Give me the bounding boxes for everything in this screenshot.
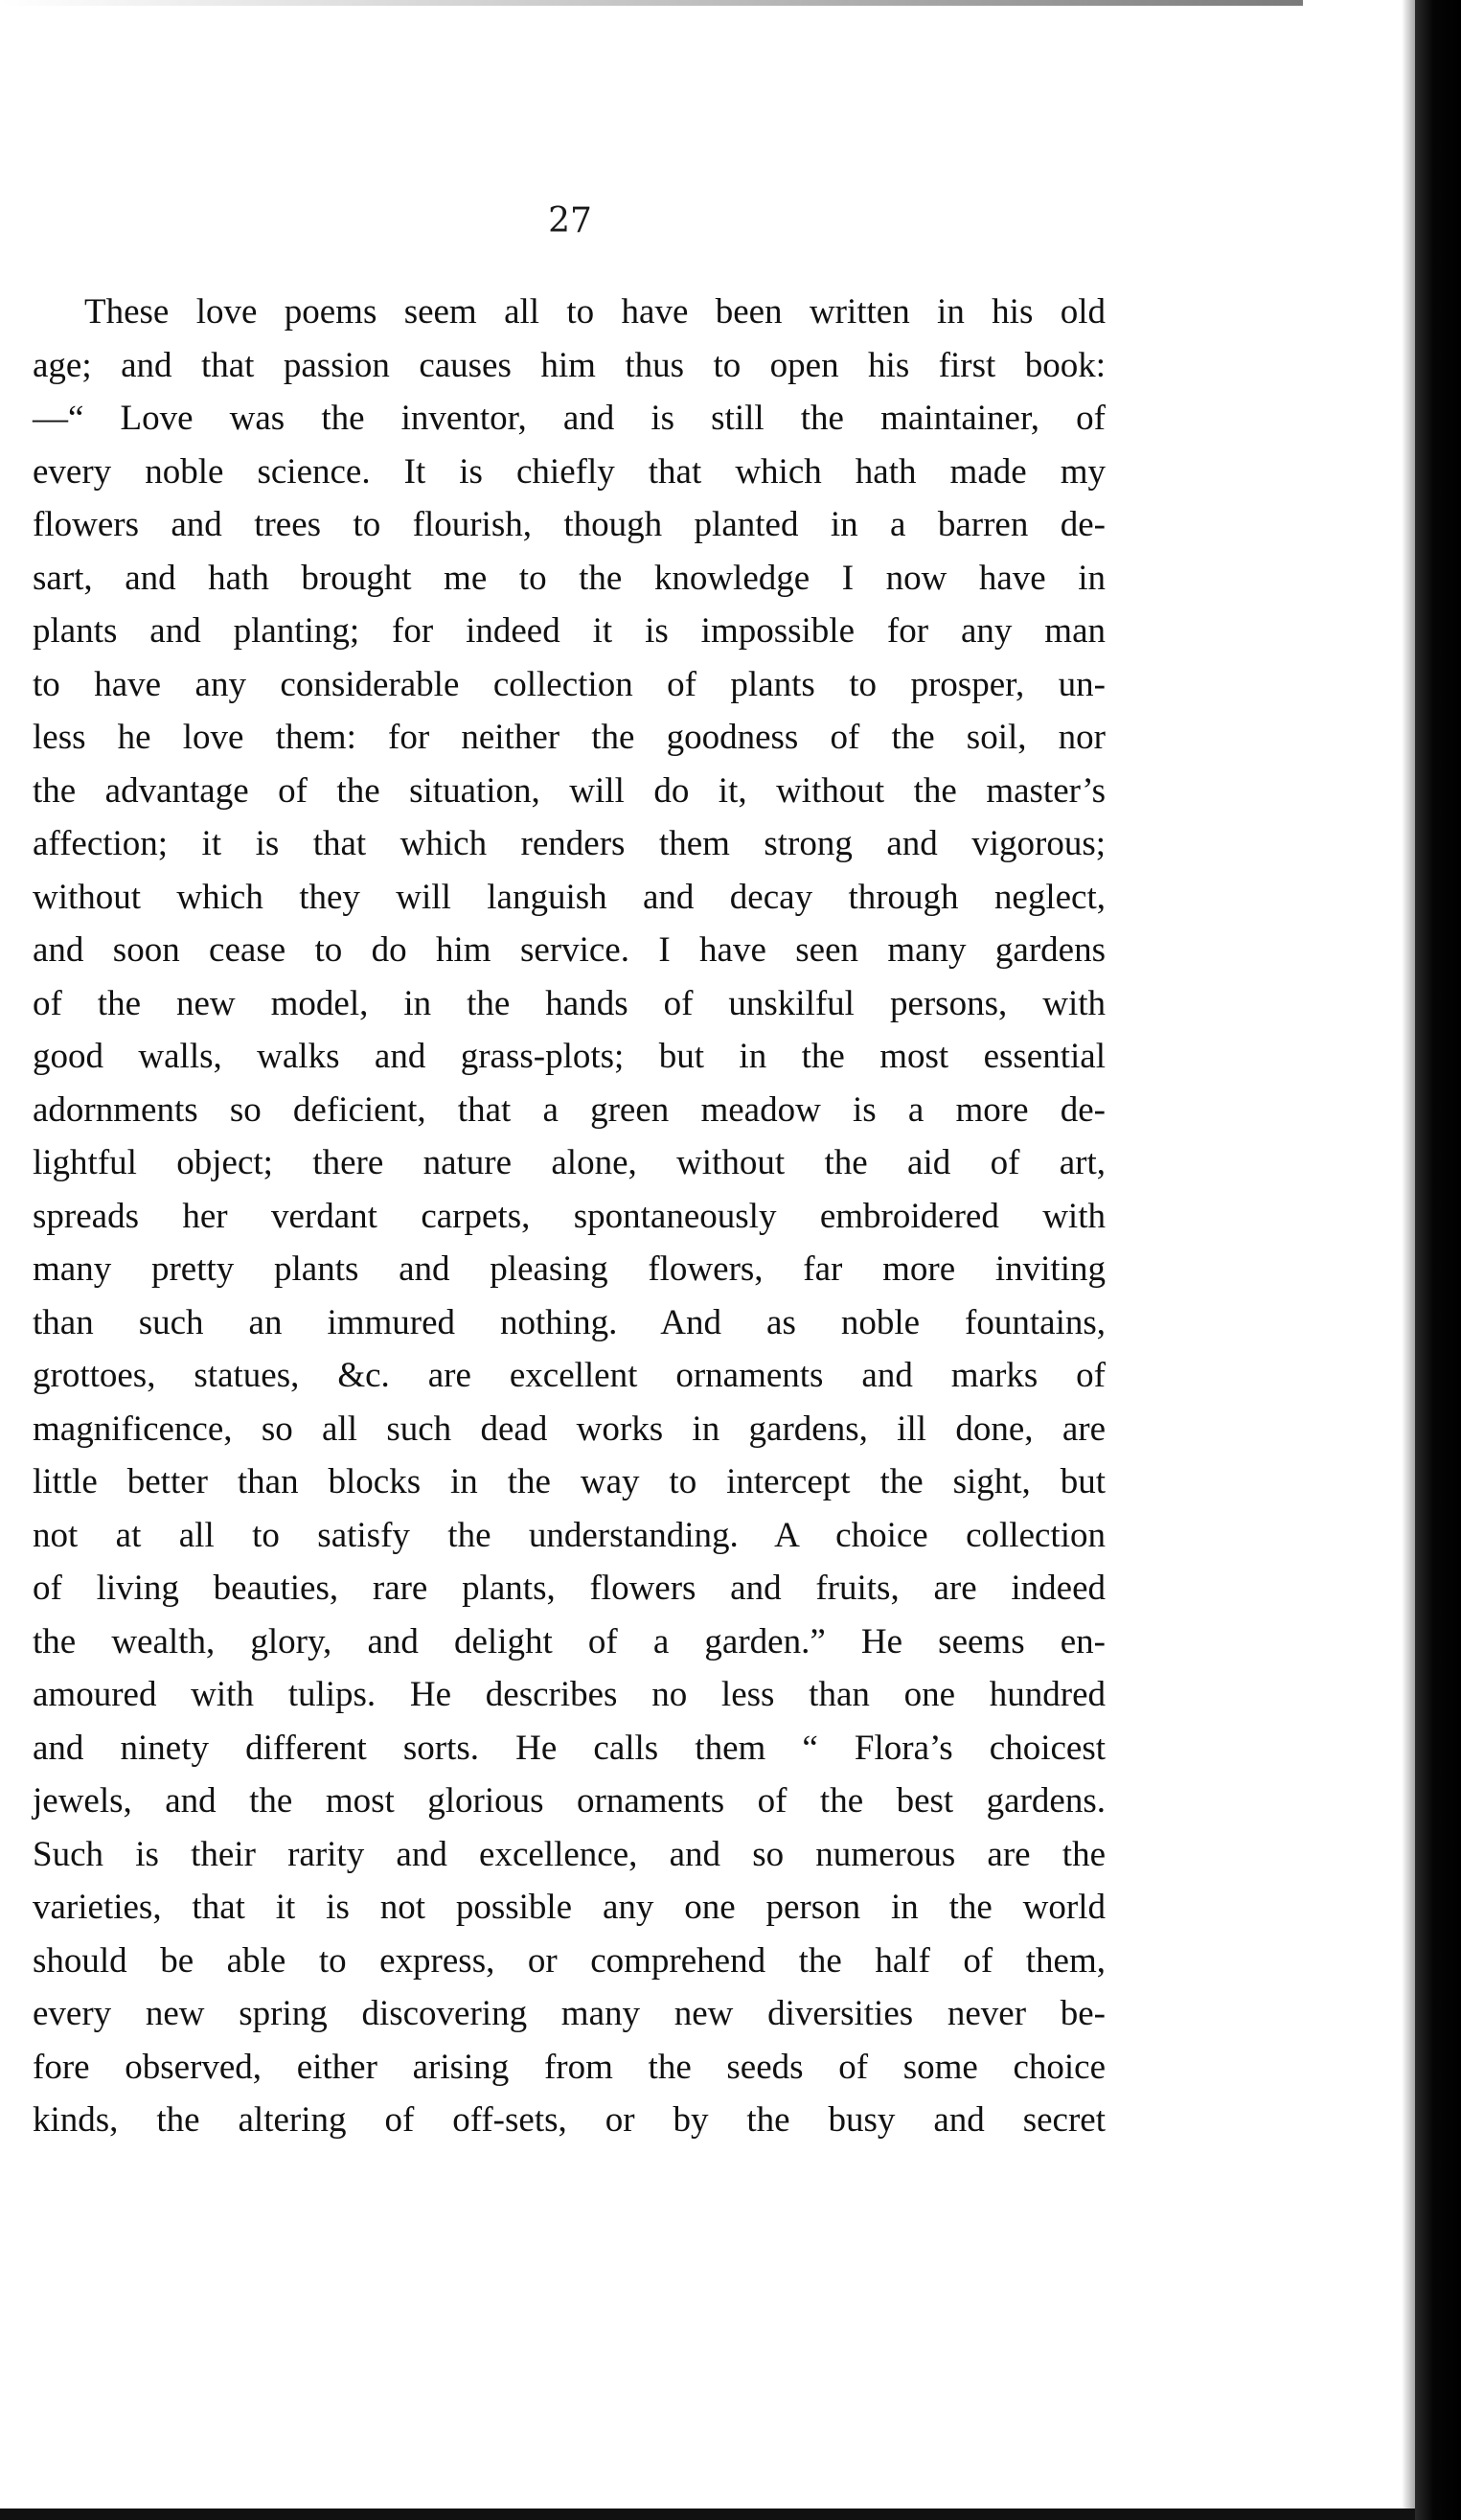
- text-line: without which they will languish and decay through neglect,: [33, 877, 1106, 917]
- text-line: age; and that passion causes him thus to open his first book:: [33, 345, 1106, 385]
- text-line: fore observed, either arising from the seeds of some choice: [33, 2047, 1106, 2087]
- text-line: every new spring discovering many new diversities never be-: [33, 1994, 1106, 2033]
- text-line: —“ Love was the inventor, and is still the maintainer, of: [33, 399, 1106, 438]
- text-line: lightful object; there nature alone, without the aid of art,: [33, 1143, 1106, 1182]
- text-line: These love poems seem all to have been written in his old: [84, 292, 1106, 332]
- text-line: spreads her verdant carpets, spontaneously embroidered with: [33, 1196, 1106, 1236]
- text-line: and soon cease to do him service. I have seen many gardens: [33, 930, 1106, 970]
- text-line: little better than blocks in the way to intercept the sight, but: [33, 1462, 1106, 1501]
- text-line: many pretty plants and pleasing flowers, far more inviting: [33, 1249, 1106, 1289]
- binding-shadow: [1402, 0, 1415, 2520]
- text-line: adornments so deficient, that a green meadow is a more de-: [33, 1089, 1106, 1130]
- text-line: than such an immured nothing. And as noble fountains,: [33, 1302, 1106, 1342]
- text-line: of the new model, in the hands of unskilful persons, with: [33, 983, 1106, 1023]
- page-number: 27: [548, 201, 592, 241]
- text-line: should be able to express, or comprehend the half of them,: [33, 1940, 1106, 1981]
- text-line: the advantage of the situation, will do it, without the master’s: [33, 770, 1106, 811]
- text-line: affection; it is that which renders them strong and vigorous;: [33, 824, 1106, 863]
- text-line: grottoes, statues, &c. are excellent ornaments and marks of: [33, 1356, 1106, 1395]
- text-line: magnificence, so all such dead works in gardens, ill done, are: [33, 1409, 1106, 1449]
- text-line: varieties, that it is not possible any one person in the world: [33, 1888, 1106, 1927]
- text-line: Such is their rarity and excellence, and so numerous are the: [33, 1834, 1106, 1874]
- text-line: every noble science. It is chiefly that which hath made my: [33, 451, 1106, 492]
- text-line: amoured with tulips. He describes no less than one hundred: [33, 1675, 1106, 1714]
- text-line: and ninety different sorts. He calls them “ Flora’s choicest: [33, 1728, 1106, 1768]
- text-line: to have any considerable collection of plants to prosper, un-: [33, 664, 1106, 704]
- text-line: sart, and hath brought me to the knowledge I now have in: [33, 558, 1106, 598]
- text-line: less he love them: for neither the goodness of the soil, nor: [33, 718, 1106, 757]
- body-text: [33, 286, 1106, 2147]
- text-line: flowers and trees to flourish, though planted in a barren de-: [33, 505, 1106, 544]
- text-line: not at all to satisfy the understanding. A choice collection: [33, 1515, 1106, 1555]
- text-line: kinds, the altering of off-sets, or by the busy and secret: [33, 2100, 1106, 2140]
- text-line: good walls, walks and grass-plots; but in the most essential: [33, 1037, 1106, 1076]
- top-edge-rule: [0, 0, 1303, 6]
- text-line: of living beauties, rare plants, flowers and fruits, are indeed: [33, 1569, 1106, 1608]
- page-binding-edge: [1415, 0, 1461, 2520]
- text-line: plants and planting; for indeed it is impossible for any man: [33, 611, 1106, 651]
- text-line: the wealth, glory, and delight of a garden.” He seems en-: [33, 1621, 1106, 1661]
- text-line: jewels, and the most glorious ornaments of the best gardens.: [33, 1781, 1106, 1821]
- bottom-edge-rule: [0, 2509, 1415, 2520]
